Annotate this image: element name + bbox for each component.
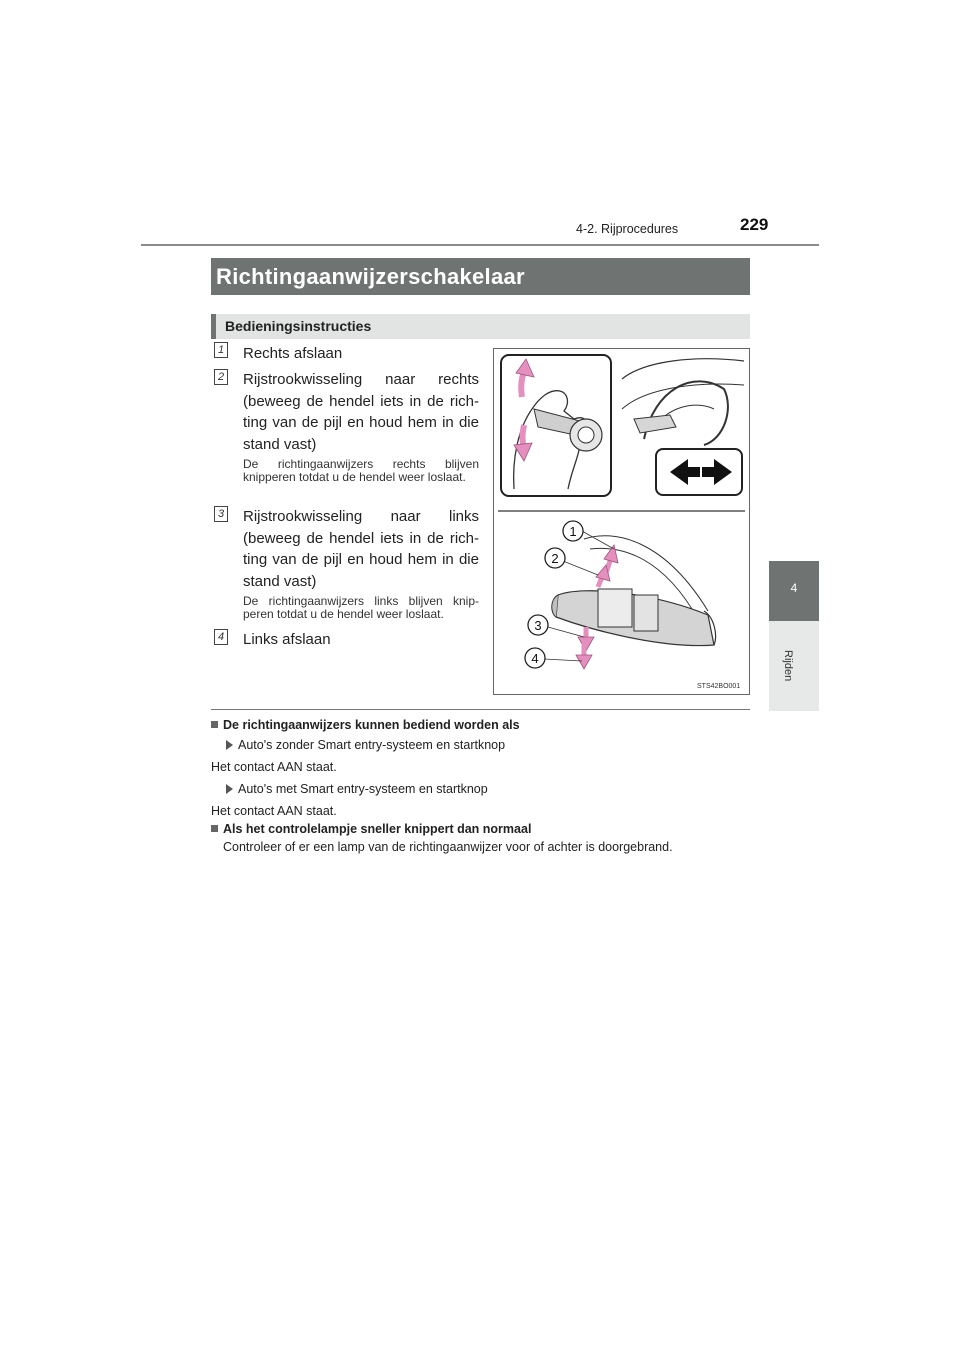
step-number-1: 1	[214, 342, 228, 358]
turn-signal-illustration	[493, 348, 750, 695]
section-header: 4-2. Rijprocedures	[576, 222, 679, 236]
step-2-note: De richtingaanwijzers rechts blijven knipperen totdat u de hendel weer loslaat.	[243, 457, 479, 484]
step-3-text: Rijstrookwisseling naar links (beweeg de hendel iets in de rich-ting van de pijl en houd hem in die stand vast)	[243, 508, 479, 590]
note-2-heading: Als het controlelampje sneller knippert dan normaal	[223, 822, 532, 836]
square-bullet-icon	[211, 825, 218, 832]
svg-text:2: 2	[551, 551, 559, 566]
note-block-2	[211, 822, 751, 854]
note-2-text: Controleer of er een lamp van de richtingaanwijzer voor of achter is doorgebrand.	[223, 840, 673, 854]
step-2-text: Rijstrookwisseling naar rechts (beweeg de hendel iets in de rich-ting van de pijl en houd hem in die stand vast)	[243, 371, 479, 453]
note-1-text-2: Het contact AAN staat.	[211, 804, 337, 818]
step-4-text: Links afslaan	[243, 631, 331, 648]
note-1-condition-1-row	[211, 738, 751, 752]
triangle-bullet-icon	[226, 784, 233, 794]
note-1-heading: De richtingaanwijzers kunnen bediend worden als	[223, 718, 520, 732]
callout-3	[528, 615, 548, 635]
lever-diagram	[494, 349, 749, 694]
note-1-condition-1: Auto's zonder Smart entry-systeem en startknop	[238, 738, 506, 752]
step-number-4: 4	[214, 629, 228, 645]
callout-2	[545, 548, 565, 568]
chapter-number: 4	[790, 581, 798, 595]
header-rule	[141, 244, 819, 246]
step-number-3: 3	[214, 506, 228, 522]
note-1-condition-2-row	[211, 782, 751, 796]
chapter-tab-strip	[769, 621, 819, 711]
triangle-bullet-icon	[226, 740, 233, 750]
cockpit-lever	[634, 415, 676, 433]
page-title: Richtingaanwijzerschakelaar	[211, 258, 750, 295]
svg-text:1: 1	[569, 524, 577, 539]
note-1-text-1: Het contact AAN staat.	[211, 760, 337, 774]
light-switch-ring	[598, 589, 632, 627]
square-bullet-icon	[211, 721, 218, 728]
callout-1	[563, 521, 583, 541]
step-3-note: De richtingaanwijzers links blijven knip-peren totdat u de hendel weer loslaat.	[243, 594, 479, 621]
callout-4	[525, 648, 545, 668]
note-1-heading-row	[211, 718, 751, 732]
fog-switch-ring	[634, 595, 658, 631]
step-1-text: Rechts afslaan	[243, 345, 343, 362]
svg-text:4: 4	[531, 651, 539, 666]
note-1-condition-2: Auto's met Smart entry-systeem en startknop	[238, 782, 488, 796]
dashboard-line	[622, 359, 744, 379]
note-2-heading-row	[211, 822, 751, 836]
svg-text:3: 3	[534, 618, 542, 633]
note-block-1	[211, 718, 751, 818]
step-number-2: 2	[214, 369, 228, 385]
steering-wheel	[644, 381, 728, 445]
chapter-label: Rijden	[782, 650, 794, 682]
chapter-tab	[769, 561, 819, 621]
notes-divider	[211, 709, 750, 710]
section-subtitle: Bedieningsinstructies	[211, 314, 750, 339]
figure-code: STS42BO001	[697, 683, 741, 690]
page-number: 229	[740, 215, 769, 234]
